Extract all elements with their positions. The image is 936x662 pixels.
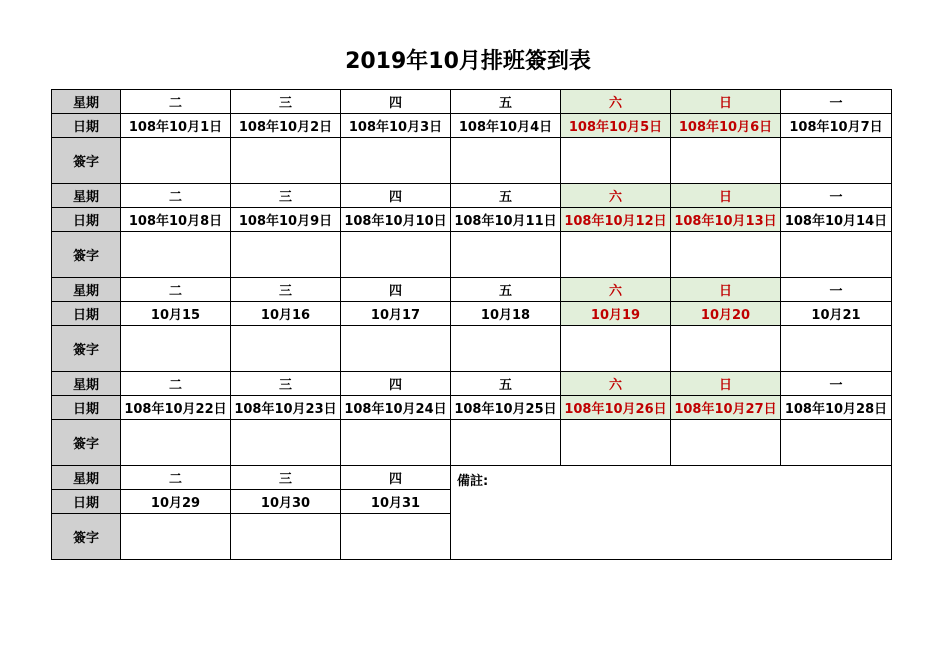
weekday-label: 星期 — [52, 466, 121, 490]
signature-cell[interactable] — [671, 420, 781, 466]
weekday-cell: 三 — [231, 466, 341, 490]
signature-cell[interactable] — [561, 326, 671, 372]
signature-row — [52, 232, 892, 278]
date-label: 日期 — [52, 208, 121, 232]
date-cell: 108年10月22日 — [121, 396, 231, 420]
date-cell: 108年10月5日 — [561, 114, 671, 138]
signature-cell[interactable] — [231, 420, 341, 466]
date-cell: 108年10月23日 — [231, 396, 341, 420]
weekday-row — [52, 372, 892, 396]
weekday-cell: 二 — [121, 466, 231, 490]
weekday-cell: 二 — [121, 278, 231, 302]
signature-cell[interactable] — [121, 232, 231, 278]
signature-cell[interactable] — [781, 232, 892, 278]
weekday-cell: 五 — [451, 372, 561, 396]
signature-label: 簽字 — [52, 232, 121, 278]
date-row — [52, 302, 892, 326]
weekday-cell: 六 — [561, 278, 671, 302]
signature-cell[interactable] — [341, 514, 451, 560]
weekday-cell: 三 — [231, 184, 341, 208]
weekday-cell: 四 — [341, 466, 451, 490]
weekday-cell: 五 — [451, 184, 561, 208]
weekday-cell: 一 — [781, 372, 892, 396]
signature-cell[interactable] — [451, 232, 561, 278]
remark-cell — [451, 466, 892, 560]
weekday-cell: 日 — [671, 278, 781, 302]
date-cell: 10月16 — [231, 302, 341, 326]
signature-label: 簽字 — [52, 326, 121, 372]
date-cell: 108年10月13日 — [671, 208, 781, 232]
date-cell: 108年10月3日 — [341, 114, 451, 138]
date-label: 日期 — [52, 490, 121, 514]
date-cell: 108年10月8日 — [121, 208, 231, 232]
weekday-label: 星期 — [52, 278, 121, 302]
signature-label: 簽字 — [52, 420, 121, 466]
date-cell: 10月21 — [781, 302, 892, 326]
date-cell: 10月19 — [561, 302, 671, 326]
weekday-cell: 二 — [121, 184, 231, 208]
signature-cell[interactable] — [341, 420, 451, 466]
weekday-cell: 日 — [671, 184, 781, 208]
date-cell: 10月15 — [121, 302, 231, 326]
weekday-row — [52, 184, 892, 208]
remark-label: 備註: — [457, 474, 489, 489]
weekday-row — [52, 90, 892, 114]
weekday-cell: 六 — [561, 90, 671, 114]
signature-cell[interactable] — [231, 326, 341, 372]
date-cell: 10月20 — [671, 302, 781, 326]
signature-cell[interactable] — [341, 326, 451, 372]
date-cell: 10月29 — [121, 490, 231, 514]
signature-label: 簽字 — [52, 514, 121, 560]
date-row — [52, 396, 892, 420]
weekday-cell: 一 — [781, 90, 892, 114]
signature-cell[interactable] — [451, 420, 561, 466]
date-cell: 108年10月11日 — [451, 208, 561, 232]
signature-cell[interactable] — [671, 138, 781, 184]
weekday-cell: 日 — [671, 90, 781, 114]
weekday-cell: 一 — [781, 184, 892, 208]
date-cell: 108年10月24日 — [341, 396, 451, 420]
signature-cell[interactable] — [231, 514, 341, 560]
weekday-cell: 六 — [561, 372, 671, 396]
signature-cell[interactable] — [121, 138, 231, 184]
signature-cell[interactable] — [341, 138, 451, 184]
signature-cell[interactable] — [231, 138, 341, 184]
date-cell: 108年10月28日 — [781, 396, 892, 420]
weekday-label: 星期 — [52, 90, 121, 114]
weekday-row — [52, 466, 892, 490]
date-cell: 108年10月14日 — [781, 208, 892, 232]
signature-cell[interactable] — [561, 138, 671, 184]
schedule-table — [51, 89, 892, 560]
date-label: 日期 — [52, 302, 121, 326]
weekday-cell: 三 — [231, 372, 341, 396]
date-cell: 108年10月25日 — [451, 396, 561, 420]
date-cell: 108年10月9日 — [231, 208, 341, 232]
weekday-cell: 一 — [781, 278, 892, 302]
signature-cell[interactable] — [121, 420, 231, 466]
signature-cell[interactable] — [121, 326, 231, 372]
date-cell: 108年10月26日 — [561, 396, 671, 420]
signature-cell[interactable] — [671, 232, 781, 278]
signature-cell[interactable] — [781, 420, 892, 466]
weekday-cell: 五 — [451, 90, 561, 114]
weekday-cell: 三 — [231, 278, 341, 302]
signature-cell[interactable] — [231, 232, 341, 278]
date-cell: 108年10月6日 — [671, 114, 781, 138]
signature-row — [52, 420, 892, 466]
weekday-cell: 三 — [231, 90, 341, 114]
weekday-cell: 四 — [341, 184, 451, 208]
weekday-cell: 四 — [341, 372, 451, 396]
signature-cell[interactable] — [781, 138, 892, 184]
weekday-label: 星期 — [52, 372, 121, 396]
signature-cell[interactable] — [561, 232, 671, 278]
date-cell: 10月17 — [341, 302, 451, 326]
weekday-cell: 六 — [561, 184, 671, 208]
signature-cell[interactable] — [121, 514, 231, 560]
date-cell: 108年10月4日 — [451, 114, 561, 138]
date-cell: 10月30 — [231, 490, 341, 514]
signature-cell[interactable] — [781, 326, 892, 372]
weekday-row — [52, 278, 892, 302]
date-cell: 108年10月7日 — [781, 114, 892, 138]
signature-cell[interactable] — [451, 326, 561, 372]
date-cell: 108年10月12日 — [561, 208, 671, 232]
signature-label: 簽字 — [52, 138, 121, 184]
signature-cell[interactable] — [341, 232, 451, 278]
weekday-label: 星期 — [52, 184, 121, 208]
signature-cell[interactable] — [671, 326, 781, 372]
date-label: 日期 — [52, 114, 121, 138]
weekday-cell: 五 — [451, 278, 561, 302]
date-row — [52, 208, 892, 232]
weekday-cell: 二 — [121, 90, 231, 114]
signature-row — [52, 326, 892, 372]
page-title: 2019年10月排班簽到表 — [345, 49, 591, 74]
date-row — [52, 114, 892, 138]
weekday-cell: 日 — [671, 372, 781, 396]
signature-row — [52, 138, 892, 184]
date-label: 日期 — [52, 396, 121, 420]
date-cell: 108年10月27日 — [671, 396, 781, 420]
signature-cell[interactable] — [451, 138, 561, 184]
weekday-cell: 四 — [341, 278, 451, 302]
date-cell: 108年10月10日 — [341, 208, 451, 232]
date-cell: 10月31 — [341, 490, 451, 514]
date-cell: 10月18 — [451, 302, 561, 326]
weekday-cell: 二 — [121, 372, 231, 396]
weekday-cell: 四 — [341, 90, 451, 114]
date-cell: 108年10月1日 — [121, 114, 231, 138]
signature-cell[interactable] — [561, 420, 671, 466]
date-cell: 108年10月2日 — [231, 114, 341, 138]
